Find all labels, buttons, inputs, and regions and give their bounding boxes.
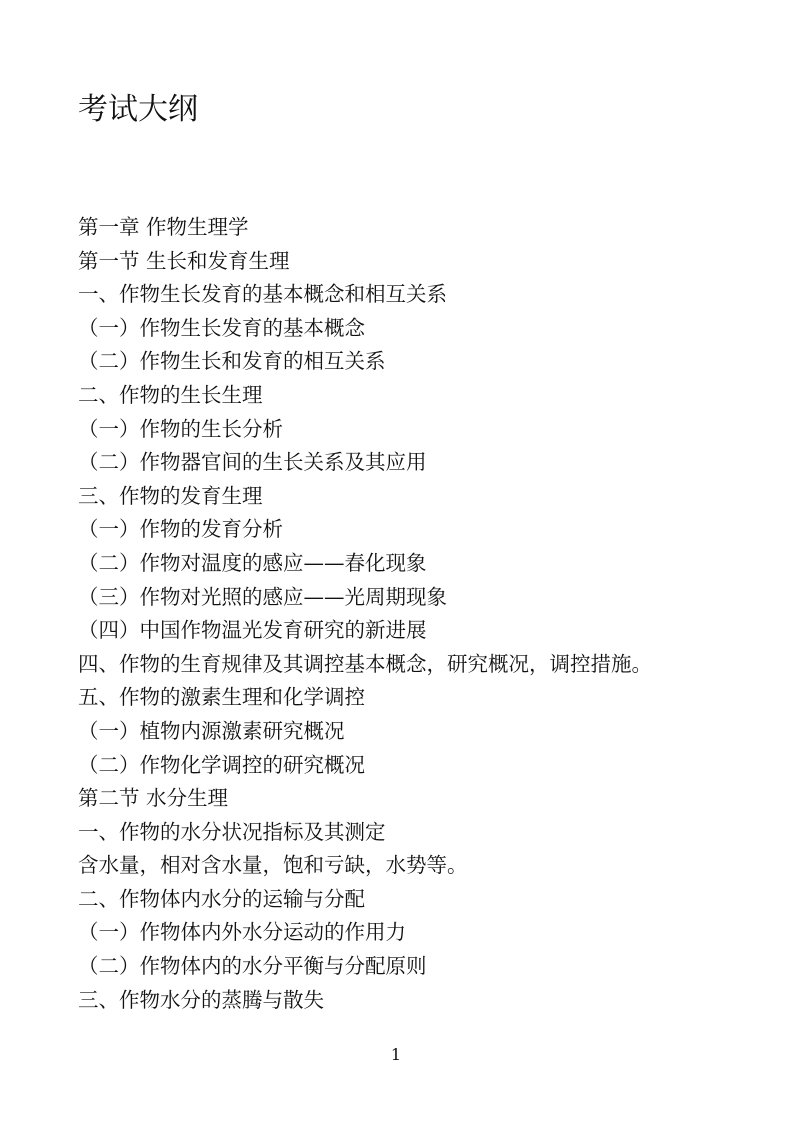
outline-subitem: （二）作物化学调控的研究概况 <box>78 752 365 777</box>
outline-item: 三、作物水分的蒸腾与散失 <box>78 987 324 1012</box>
section-heading: 第一节 生长和发育生理 <box>78 248 290 273</box>
outline-subitem: （一）作物的发育分析 <box>78 517 283 542</box>
outline-subitem: （二）作物对温度的感应——春化现象 <box>78 550 427 575</box>
chapter-heading: 第一章 作物生理学 <box>78 215 249 239</box>
page-number: 1 <box>390 1045 402 1064</box>
page-title: 考试大纲 <box>78 92 198 127</box>
outline-item: 二、作物体内水分的运输与分配 <box>78 886 365 911</box>
outline-subitem: （二）作物体内的水分平衡与分配原则 <box>78 954 427 979</box>
outline-item: 三、作物的发育生理 <box>78 483 263 508</box>
outline-subitem: （三）作物对光照的感应——光周期现象 <box>78 584 447 609</box>
outline-subitem: （一）作物生长发育的基本概念 <box>78 315 365 340</box>
outline-item: 一、作物生长发育的基本概念和相互关系 <box>78 282 447 307</box>
outline-subitem: （一）作物的生长分析 <box>78 416 283 441</box>
outline-subitem: （四）中国作物温光发育研究的新进展 <box>78 618 427 643</box>
outline-subitem: （二）作物生长和发育的相互关系 <box>78 349 386 374</box>
outline-item: 四、作物的生育规律及其调控基本概念，研究概况，调控措施。 <box>78 651 652 676</box>
outline-list <box>0 211 792 1017</box>
outline-subitem: （一）植物内源激素研究概况 <box>78 718 345 743</box>
outline-text: 含水量，相对含水量，饱和亏缺，水势等。 <box>78 853 468 878</box>
outline-item: 五、作物的激素生理和化学调控 <box>78 685 365 710</box>
section-heading: 第二节 水分生理 <box>78 786 229 811</box>
outline-subitem: （二）作物器官间的生长关系及其应用 <box>78 450 427 475</box>
outline-item: 二、作物的生长生理 <box>78 382 263 407</box>
outline-subitem: （一）作物体内外水分运动的作用力 <box>78 920 406 945</box>
outline-item: 一、作物的水分状况指标及其测定 <box>78 819 386 844</box>
